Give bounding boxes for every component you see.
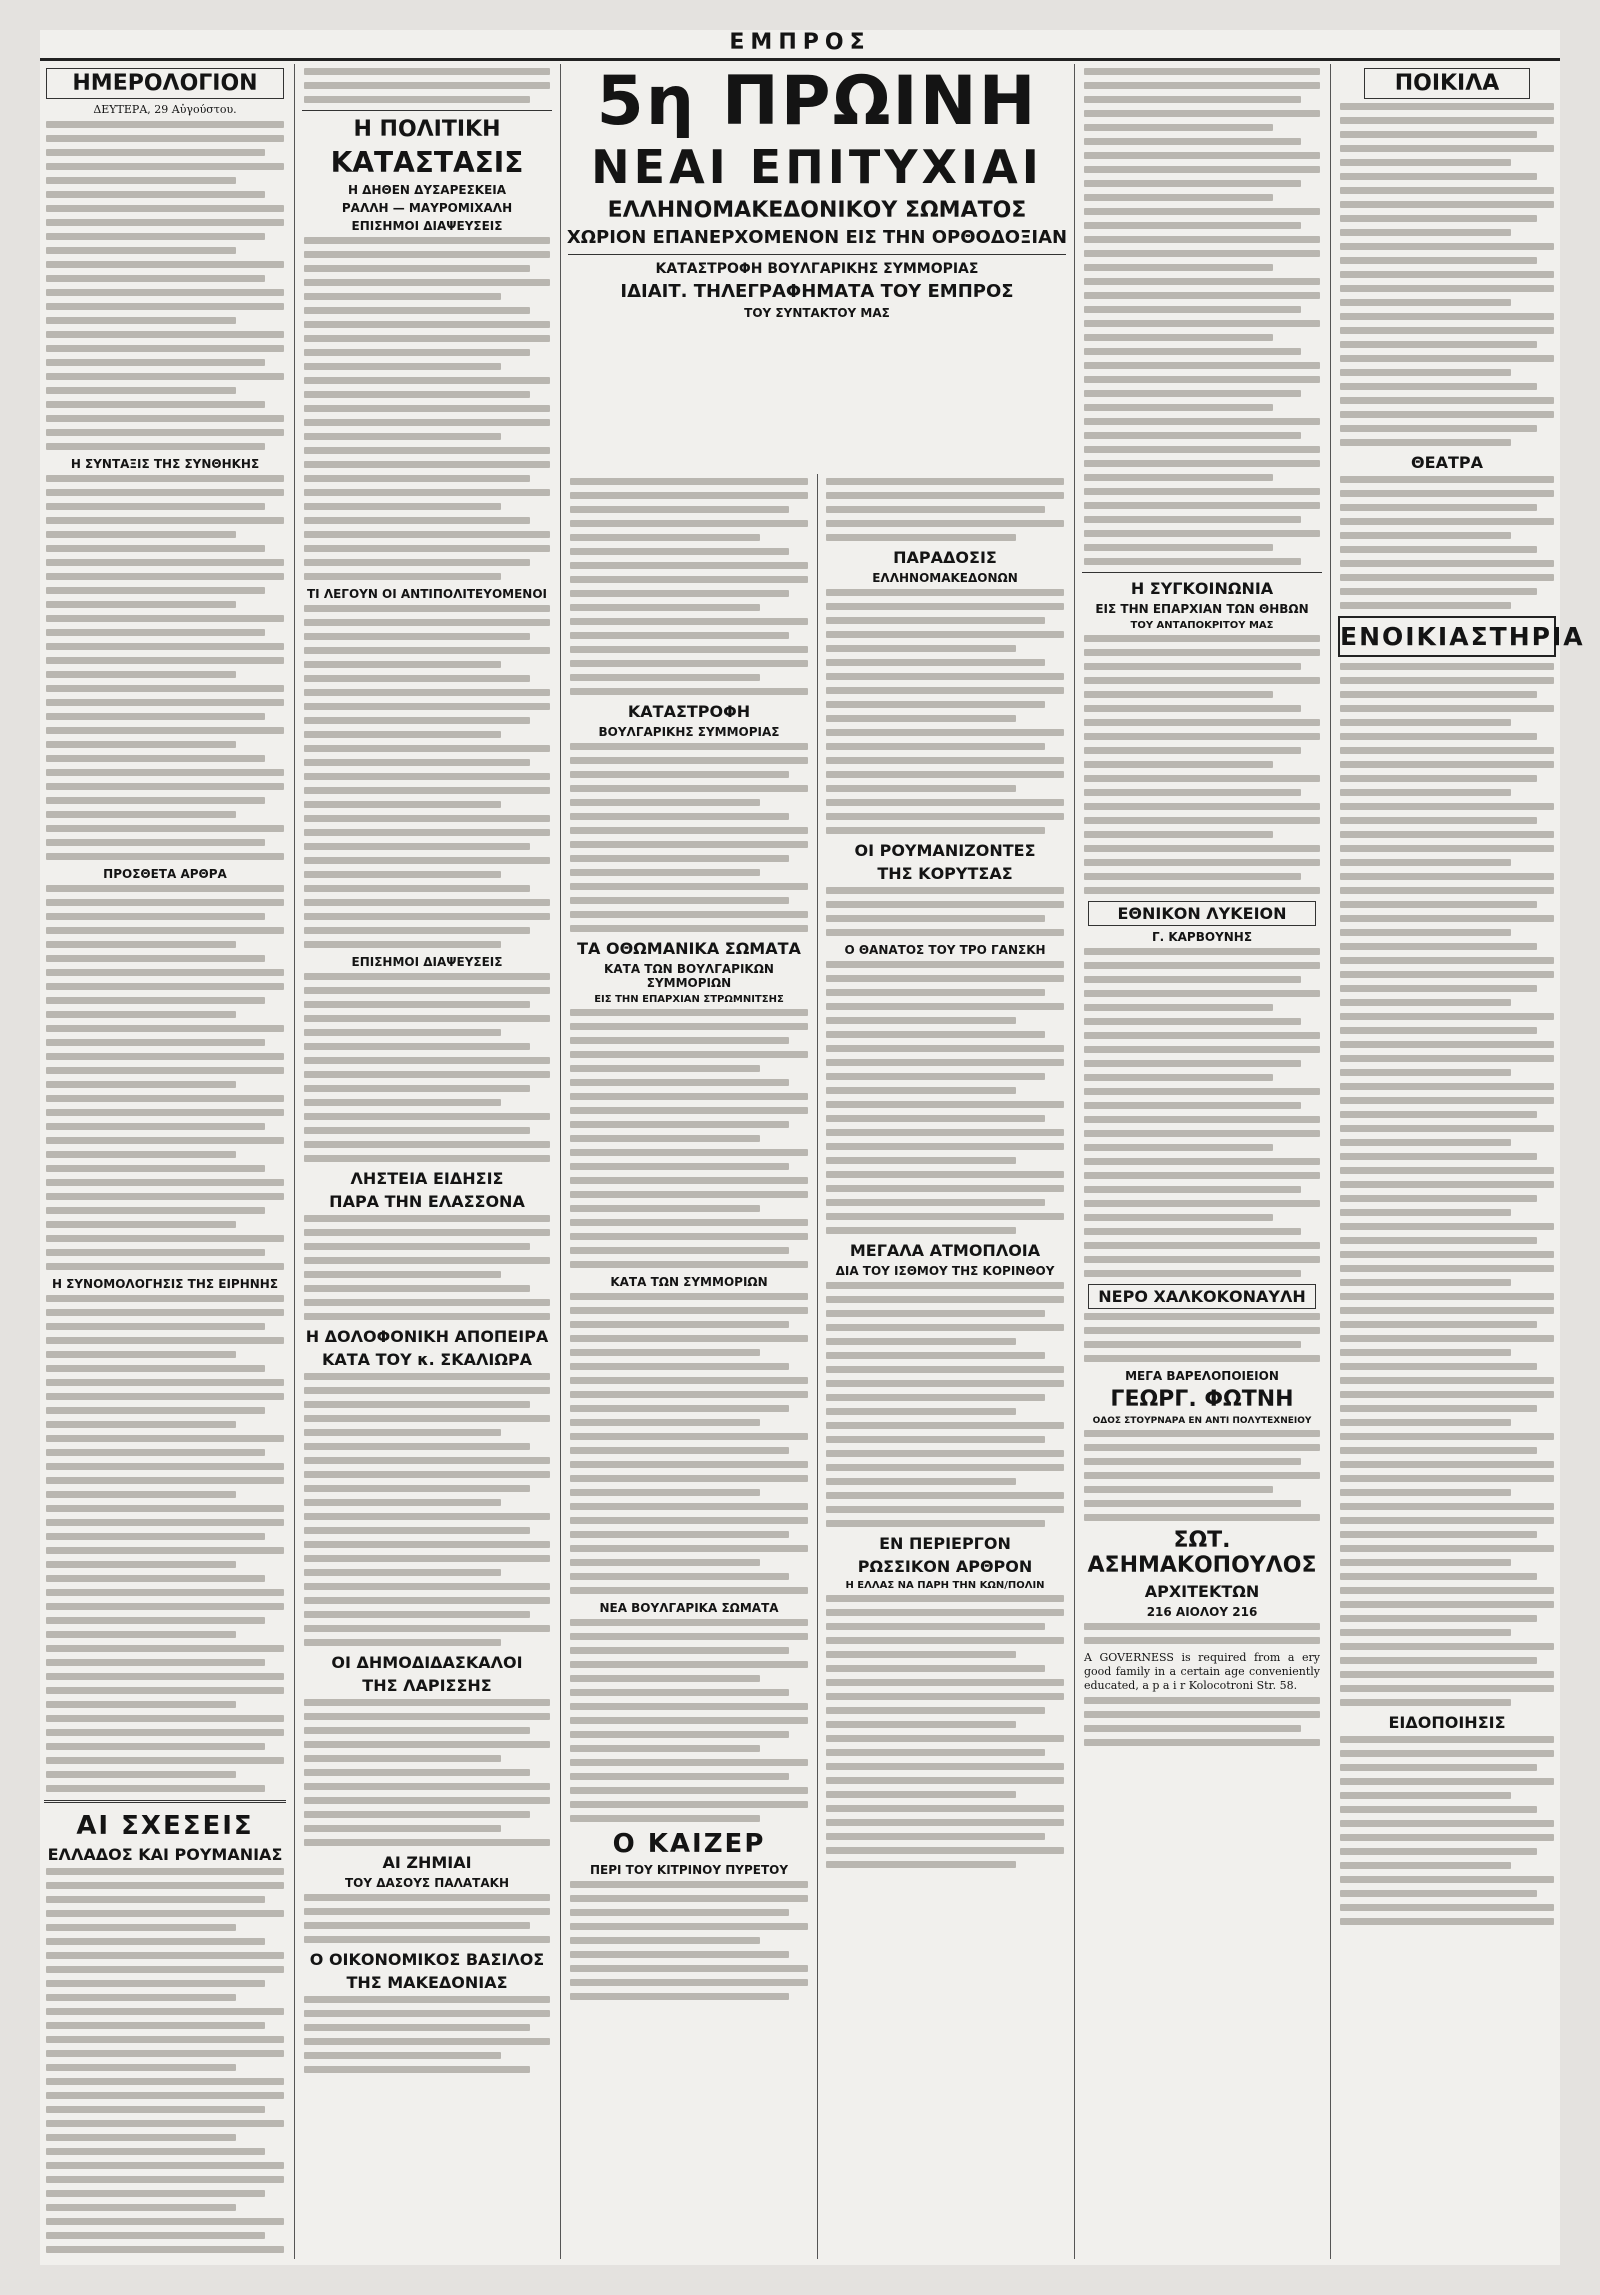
article-body <box>1340 103 1554 446</box>
section-heading: ΕΠΙΣΗΜΟΙ ΔΙΑΨΕΥΣΕΙΣ <box>351 219 503 233</box>
headline-sub: ΕΙΣ ΤΗΝ ΕΠΑΡΧΙΑΝ ΣΤΡΩΜΝΙΤΣΗΣ <box>594 994 784 1005</box>
headline-sub: ΔΙΑ ΤΟΥ ΙΣΘΜΟΥ ΤΗΣ ΚΟΡΙΝΘΟΥ <box>835 1264 1055 1278</box>
headline: ΕΝ ΠΕΡΙΕΡΓΟΝ <box>879 1534 1011 1553</box>
calendar-title: ΗΜΕΡΟΛΟΓΙΟΝ <box>46 68 284 99</box>
column-2 <box>298 64 556 2259</box>
headline: ΑΙ ΣΧΕΣΕΙΣ <box>76 1811 254 1841</box>
headline-sub: ΓΕΩΡΓ. ΦΩΤΝΗ <box>1110 1387 1294 1412</box>
headline: ΚΑΤΑΣΤΑΣΙΣ <box>330 146 524 179</box>
column-divider <box>294 64 295 2259</box>
column-4 <box>1078 64 1326 2259</box>
section-heading: ΕΠΙΣΗΜΟΙ ΔΙΑΨΕΥΣΕΙΣ <box>351 955 503 969</box>
headline: ΘΕΑΤΡΑ <box>1411 453 1483 472</box>
headline-sub: ΤΟΥ ΑΝΤΑΠΟΚΡΙΤΟΥ ΜΑΣ <box>1130 620 1274 631</box>
headline-sub: Η ΔΗΘΕΝ ΔΥΣΑΡΕΣΚΕΙΑ <box>347 183 507 197</box>
article-body <box>46 1295 284 1792</box>
headline: ΟΙ ΔΗΜΟΔΙΔΑΣΚΑΛΟΙ <box>331 1653 523 1672</box>
headline: ΠΑΡΑΔΟΣΙΣ <box>893 548 997 567</box>
headline-sub: ΤΟΥ ΔΑΣΟΥΣ ΠΑΛΑΤΑΚΗ <box>344 1876 509 1890</box>
headline-sub: ΑΡΧΙΤΕΚΤΩΝ <box>1144 1582 1260 1601</box>
column-3 <box>564 64 1070 2259</box>
article-body <box>304 237 550 580</box>
headline-sub: ΤΗΣ ΛΑΡΙΣΣΗΣ <box>362 1676 492 1695</box>
article-body <box>1084 1313 1320 1362</box>
headline: ΚΑΤΑΣΤΡΟΦΗ <box>627 702 751 721</box>
article-body <box>1084 1623 1320 1644</box>
headline-sub: ΕΙΣ ΤΗΝ ΕΠΑΡΧΙΑΝ ΤΩΝ ΘΗΒΩΝ <box>1095 602 1309 616</box>
article-body <box>1084 1697 1320 1746</box>
headline-sub: ΤΗΣ ΜΑΚΕΔΟΝΙΑΣ <box>346 1973 508 1992</box>
section-heading: Η ΣΥΝΟΜΟΛΟΓΗΣΙΣ ΤΗΣ ΕΙΡΗΝΗΣ <box>51 1277 279 1291</box>
article-body <box>46 475 284 860</box>
headline: Η ΠΟΛΙΤΙΚΗ <box>353 117 501 142</box>
column-3-left <box>564 474 814 2007</box>
headline-sub: ΤΗΣ ΚΟΡΥΤΣΑΣ <box>877 864 1013 883</box>
article-body <box>1084 948 1320 1277</box>
headline-sub: ΒΟΥΛΓΑΡΙΚΗΣ ΣΥΜΜΟΡΙΑΣ <box>598 725 780 739</box>
headline: ΕΙΔΟΠΟΙΗΣΙΣ <box>1388 1713 1506 1732</box>
column-divider <box>560 64 561 2259</box>
headline-sub: ΠΕΡΙ ΤΟΥ ΚΙΤΡΙΝΟΥ ΠΥΡΕΤΟΥ <box>589 1863 789 1877</box>
newspaper-page <box>40 30 1585 2265</box>
article-body <box>304 1699 550 1846</box>
article-body <box>304 1215 550 1320</box>
section-heading: Η ΣΥΝΤΑΞΙΣ ΤΗΣ ΣΥΝΘΗΚΗΣ <box>70 457 260 471</box>
headline: ΕΝΟΙΚΙΑΣΤΗΡΙΑ <box>1338 616 1556 657</box>
article-body <box>46 1868 284 2253</box>
article-body <box>826 961 1064 1234</box>
headline: ΜΕΓΑΛΑ ΑΤΜΟΠΛΟΙΑ <box>849 1241 1041 1260</box>
divider <box>302 110 552 111</box>
divider <box>1082 572 1322 573</box>
edition-banner: 5η ΠΡΩΙΝΗ <box>596 62 1038 141</box>
article-body <box>46 121 284 450</box>
article-body <box>570 1009 808 1268</box>
classified-ad: A GOVERNESS is required from a ery good family in a certain age conveniently educated, a p a i r Kolocotroni Str. 58. <box>1084 1651 1320 1692</box>
headline-sub: ΕΛΛΑΔΟΣ ΚΑΙ ΡΟΥΜΑΝΙΑΣ <box>47 1845 283 1864</box>
article-body <box>1084 68 1320 565</box>
article-body <box>1084 635 1320 894</box>
headline: ΕΘΝΙΚΟΝ ΛΥΚΕΙΟΝ <box>1088 901 1316 926</box>
masthead-title: ΕΜΠΡΟΣ <box>729 30 871 55</box>
headline: Ο ΘΑΝΑΤΟΣ ΤΟΥ ΤΡΟ ΓΑΝΣΚΗ <box>844 943 1046 957</box>
section-heading: ΠΡΟΣΘΕΤΑ ΑΡΘΡΑ <box>103 867 227 881</box>
headline-sub: ΠΑΡΑ ΤΗΝ ΕΛΑΣΣΟΝΑ <box>329 1192 525 1211</box>
headline-sub: ΚΑΤΑ ΤΟΥ κ. ΣΚΑΛΙΩΡΑ <box>321 1350 533 1369</box>
headline-sub: ΚΑΤΑΣΤΡΟΦΗ ΒΟΥΛΓΑΡΙΚΗΣ ΣΥΜΜΟΡΙΑΣ <box>655 261 979 277</box>
headline-sub: 216 ΑΙΟΛΟΥ 216 <box>1146 1605 1258 1619</box>
headline: ΜΕΓΑ ΒΑΡΕΛΟΠΟΙΕΙΟΝ <box>1125 1369 1279 1383</box>
headline-sub: Γ. ΚΑΡΒΟΥΝΗΣ <box>1151 930 1253 944</box>
headline-sub: ΙΔΙΑΙΤ. ΤΗΛΕΓΡΑΦΗΜΑΤΑ ΤΟΥ ΕΜΠΡΟΣ <box>620 281 1014 302</box>
section-heading: ΤΙ ΛΕΓΟΥΝ ΟΙ ΑΝΤΙΠΟΛΙΤΕΥΟΜΕΝΟΙ <box>306 587 547 601</box>
column-1 <box>40 64 290 2259</box>
headline-sub: ΡΩΣΣΙΚΟΝ ΑΡΘΡΟΝ <box>857 1557 1033 1576</box>
main-headline: ΝΕΑΙ ΕΠΙΤΥΧΙΑΙ <box>591 140 1043 194</box>
section-heading: ΚΑΤΑ ΤΩΝ ΣΥΜΜΟΡΙΩΝ <box>610 1275 768 1289</box>
headline: ΛΗΣΤΕΙΑ ΕΙΔΗΣΙΣ <box>350 1169 504 1188</box>
headline: ΠΟΙΚΙΛΑ <box>1364 68 1530 99</box>
article-body <box>1340 1736 1554 1925</box>
article-body <box>826 887 1064 936</box>
headline: ΤΑ ΟΘΩΜΑΝΙΚΑ ΣΩΜΑΤΑ <box>577 939 801 958</box>
article-body <box>570 1881 808 2000</box>
headline-sub: Η ΕΛΛΑΣ ΝΑ ΠΑΡΗ ΤΗΝ ΚΩΝ/ΠΟΛΙΝ <box>845 1580 1045 1591</box>
headline-sub: ΕΛΛΗΝΟΜΑΚΕΔΟΝΙΚΟΥ ΣΩΜΑΤΟΣ <box>607 198 1027 223</box>
headline: Ο ΚΑΙΖΕΡ <box>612 1829 766 1859</box>
headline: ΟΙ ΡΟΥΜΑΝΙΖΟΝΤΕΣ <box>854 841 1036 860</box>
headline: ΑΙ ΖΗΜΙΑΙ <box>382 1853 472 1872</box>
divider <box>44 1800 286 1803</box>
headline: Η ΔΟΛΟΦΟΝΙΚΗ ΑΠΟΠΕΙΡΑ <box>305 1327 549 1346</box>
divider <box>568 254 1066 255</box>
article-body <box>826 1282 1064 1527</box>
article-body <box>304 1894 550 1943</box>
article-body <box>1340 663 1554 1706</box>
column-5 <box>1334 64 1585 2259</box>
article-body <box>1084 1430 1320 1521</box>
column-3-right <box>820 474 1070 1875</box>
article-body <box>304 605 550 948</box>
article-body <box>570 478 808 695</box>
headline-sub: ΚΑΤΑ ΤΩΝ ΒΟΥΛΓΑΡΙΚΩΝ ΣΥΜΜΟΡΙΩΝ <box>604 962 774 990</box>
headline: ΣΩΤ. ΑΣΗΜΑΚΟΠΟΥΛΟΣ <box>1087 1528 1317 1578</box>
column-divider <box>817 474 818 2259</box>
column-divider <box>1330 64 1331 2259</box>
headline-sub: ΧΩΡΙΟΝ ΕΠΑΝΕΡΧΟΜΕΝΟΝ ΕΙΣ ΤΗΝ ΟΡΘΟΔΟΞΙΑΝ <box>566 227 1068 248</box>
article-body <box>304 1996 550 2073</box>
article-body <box>304 68 550 103</box>
article-body <box>1340 476 1554 609</box>
article-body <box>826 478 1064 541</box>
article-body <box>304 973 550 1162</box>
headline-sub: ΤΟΥ ΣΥΝΤΑΚΤΟΥ ΜΑΣ <box>744 306 890 320</box>
headline-sub: ΕΛΛΗΝΟΜΑΚΕΔΟΝΩΝ <box>872 571 1018 585</box>
article-body <box>570 1293 808 1594</box>
calendar-date: ΔΕΥΤΕΡΑ, 29 Αὐγούστου. <box>93 103 237 116</box>
article-body <box>826 589 1064 834</box>
article-body <box>304 1373 550 1646</box>
column-divider <box>1074 64 1075 2259</box>
masthead-rule <box>40 58 1560 61</box>
headline: Η ΣΥΓΚΟΙΝΩΝΙΑ <box>1130 579 1274 598</box>
article-body <box>570 743 808 932</box>
section-heading: ΝΕΑ ΒΟΥΛΓΑΡΙΚΑ ΣΩΜΑΤΑ <box>599 1601 779 1615</box>
headline: Ο ΟΙΚΟΝΟΜΙΚΟΣ ΒΑΣΙΛΟΣ <box>309 1950 545 1969</box>
article-body <box>46 885 284 1270</box>
article-body <box>826 1595 1064 1868</box>
headline-sub: ΟΔΟΣ ΣΤΟΥΡΝΑΡΑ ΕΝ ΑΝΤΙ ΠΟΛΥΤΕΧΝΕΙΟΥ <box>1092 1416 1312 1426</box>
headline-sub: ΡΑΛΛΗ — ΜΑΥΡΟΜΙΧΑΛΗ <box>341 201 513 215</box>
article-body <box>570 1619 808 1822</box>
headline: ΝΕΡΟ ΧΑΛΚΟΚΟΝΑΥΛΗ <box>1088 1284 1316 1309</box>
